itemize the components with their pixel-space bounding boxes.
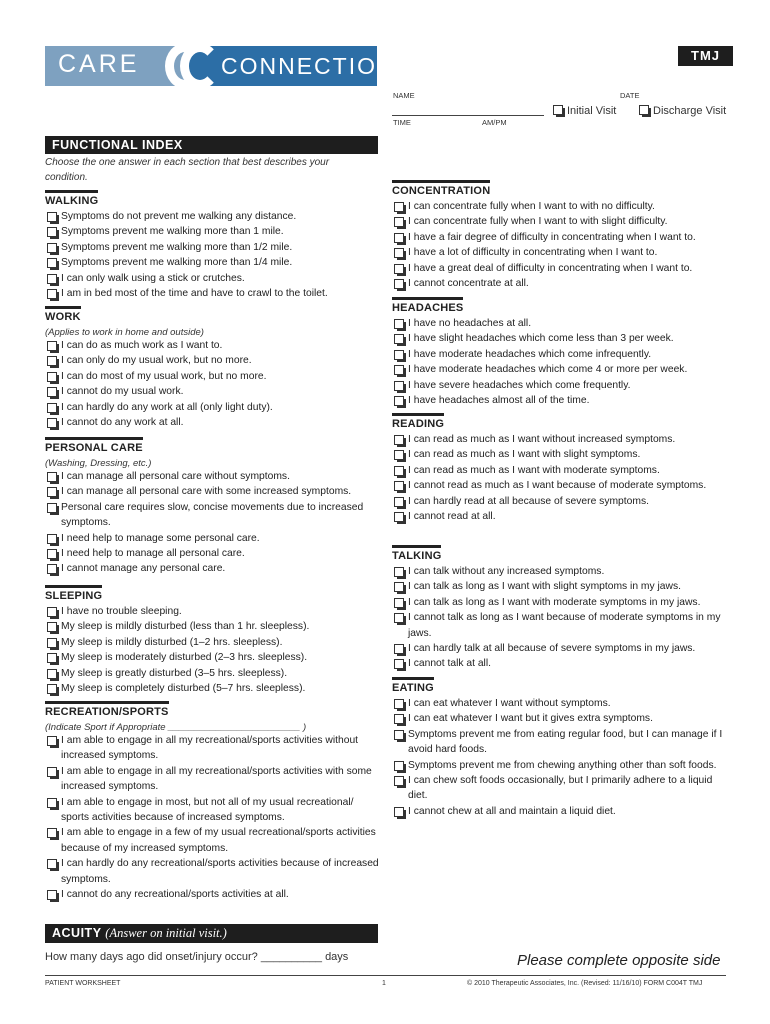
option-item[interactable] (392, 230, 732, 245)
logo-connections-text: CONNECTIONS (221, 53, 413, 79)
option-item[interactable] (392, 261, 732, 276)
checkbox-icon[interactable] (47, 669, 57, 679)
option-label: Symptoms prevent me walking more than 1/2 mile. (61, 241, 293, 253)
option-label: My sleep is completely disturbed (5–7 hrs. sleepless). (61, 683, 306, 695)
please-complete-opposite-side: Please complete opposite side (517, 952, 721, 969)
option-item[interactable] (45, 384, 380, 399)
checkbox-icon (639, 105, 649, 115)
section-work (45, 306, 380, 430)
section-title: RECREATION/SPORTS (45, 701, 169, 719)
acuity-subtitle: (Answer on initial visit.) (105, 926, 227, 940)
option-item[interactable] (45, 666, 380, 681)
checkbox-icon[interactable] (394, 699, 404, 709)
option-item[interactable] (392, 711, 732, 726)
section-title: CONCENTRATION (392, 180, 490, 198)
option-label: I can talk as long as I want with slight symptoms in my jaws. (408, 581, 681, 593)
checkbox-icon[interactable] (47, 372, 57, 382)
option-label: My sleep is moderately disturbed (2–3 hrs. sleepless). (61, 652, 308, 664)
option-item[interactable] (392, 509, 732, 524)
option-item[interactable] (45, 271, 380, 286)
checkbox-icon[interactable] (394, 381, 404, 391)
work-options (45, 338, 380, 430)
checkbox-icon[interactable] (47, 622, 57, 632)
checkbox-icon[interactable] (394, 334, 404, 344)
option-item[interactable] (392, 362, 732, 377)
option-item[interactable] (392, 393, 732, 408)
checkbox-icon[interactable] (47, 684, 57, 694)
checkbox-icon[interactable] (394, 264, 404, 274)
option-item[interactable] (45, 795, 380, 826)
option-label: I cannot manage any personal care. (61, 563, 226, 575)
checkbox-icon[interactable] (394, 350, 404, 360)
checkbox-icon[interactable] (47, 607, 57, 617)
option-label: I am able to engage in a few of my usual recreational/sports activities because of my increased symptoms. (61, 827, 376, 854)
option-item[interactable] (392, 214, 732, 229)
section-eating (392, 677, 732, 819)
option-label: I have a fair degree of difficulty in concentrating when I want to. (408, 231, 696, 243)
option-item[interactable] (45, 338, 380, 353)
footer-right: © 2010 Therapeutic Associates, Inc. (Revised: 11/16/10) FORM C004T TMJ (467, 980, 703, 987)
checkbox-icon[interactable] (394, 450, 404, 460)
functional-index-instructions (45, 155, 375, 185)
section-title: HEADACHES (392, 297, 463, 315)
option-item[interactable] (45, 255, 380, 270)
option-label: I can read as much as I want with moderate symptoms. (408, 464, 660, 476)
option-item[interactable] (45, 635, 380, 650)
option-label: I cannot talk at all. (408, 658, 491, 670)
checkbox-icon[interactable] (47, 243, 57, 253)
option-label: I have slight headaches which come less than 3 per week. (408, 333, 674, 345)
option-item[interactable] (392, 331, 732, 346)
option-item[interactable] (45, 353, 380, 368)
option-label: I have no headaches at all. (408, 318, 532, 329)
checkbox-icon[interactable] (394, 807, 404, 817)
footer-page-number: 1 (382, 980, 386, 987)
option-label: Symptoms do not prevent me walking any distance. (61, 211, 297, 222)
section-title: PERSONAL CARE (45, 437, 143, 455)
checkbox-icon[interactable] (47, 564, 57, 574)
checkbox-icon[interactable] (47, 798, 57, 808)
option-label: My sleep is mildly disturbed (less than 1 hr. sleepless). (61, 621, 310, 633)
option-label: I have severe headaches which come frequently. (408, 379, 631, 391)
option-label: Symptoms prevent me walking more than 1/4 mile. (61, 257, 293, 269)
option-label: Symptoms prevent me from eating regular food, but I can manage if I avoid hard foods. (408, 728, 723, 756)
section-title: WORK (45, 306, 81, 324)
checkbox-icon[interactable] (394, 761, 404, 771)
logo-care-block (45, 46, 185, 86)
checkbox-icon (553, 105, 563, 115)
option-label: I have headaches almost all of the time. (408, 395, 590, 407)
section-title: SLEEPING (45, 585, 102, 603)
checkbox-icon[interactable] (47, 403, 57, 413)
option-item[interactable] (45, 286, 380, 301)
logo-care-text: CARE (58, 50, 140, 78)
checkbox-icon[interactable] (394, 319, 404, 329)
time-label: TIME (393, 118, 411, 127)
section-walking (45, 190, 380, 301)
recreation-options (45, 733, 380, 902)
section-title: READING (392, 413, 444, 431)
discharge-visit-checkbox[interactable] (639, 105, 726, 117)
checkbox-icon[interactable] (47, 472, 57, 482)
checkbox-icon[interactable] (47, 534, 57, 544)
checkbox-icon[interactable] (394, 512, 404, 522)
option-item[interactable] (45, 500, 380, 531)
checkbox-icon[interactable] (394, 217, 404, 227)
option-item[interactable] (45, 604, 380, 619)
acuity-title: ACUITY (52, 926, 102, 940)
option-item[interactable] (392, 595, 732, 610)
option-item[interactable] (392, 804, 732, 819)
option-item[interactable] (45, 856, 380, 887)
checkbox-icon[interactable] (47, 487, 57, 497)
option-item[interactable] (392, 432, 732, 447)
checkbox-icon[interactable] (47, 289, 57, 299)
checkbox-icon[interactable] (394, 598, 404, 608)
option-item[interactable] (392, 199, 732, 214)
checkbox-icon[interactable] (47, 227, 57, 237)
checkbox-icon[interactable] (47, 549, 57, 559)
option-label: I need help to manage some personal care. (61, 532, 260, 544)
section-concentration (392, 180, 732, 291)
tmj-badge: TMJ (678, 46, 733, 66)
option-label: I have moderate headaches which come infrequently. (408, 348, 652, 360)
option-item[interactable] (45, 561, 380, 576)
checkbox-icon[interactable] (47, 638, 57, 648)
option-item[interactable] (392, 478, 732, 493)
section-recreation-sports (45, 701, 380, 902)
option-item[interactable] (392, 378, 732, 393)
option-label: I can eat whatever I want without symptoms. (408, 698, 611, 709)
option-item[interactable] (45, 764, 380, 795)
section-headaches (392, 297, 732, 408)
checkbox-icon[interactable] (394, 644, 404, 654)
option-item[interactable] (45, 825, 380, 856)
option-item[interactable] (392, 447, 732, 462)
option-label: I have a lot of difficulty in concentrating when I want to. (408, 247, 658, 259)
option-label: I cannot do my usual work. (61, 386, 184, 398)
option-item[interactable] (392, 610, 732, 641)
option-label: I can chew soft foods occasionally, but I primarily adhere to a liquid diet. (408, 775, 713, 802)
checkbox-icon[interactable] (47, 653, 57, 663)
section-title: TALKING (392, 545, 441, 563)
option-item[interactable] (45, 733, 380, 764)
option-item[interactable] (45, 887, 380, 902)
walking-options (45, 209, 380, 301)
checkbox-icon[interactable] (394, 365, 404, 375)
checkbox-icon[interactable] (394, 233, 404, 243)
checkbox-icon[interactable] (394, 776, 404, 786)
option-label: My sleep is mildly disturbed (1–2 hrs. sleepless). (61, 636, 283, 648)
option-item[interactable] (392, 316, 732, 331)
option-label: I need help to manage all personal care. (61, 548, 245, 560)
option-item[interactable] (45, 619, 380, 634)
checkbox-icon[interactable] (394, 582, 404, 592)
option-label: I have moderate headaches which come 4 or more per week. (408, 364, 688, 376)
option-label: I can hardly talk at all because of severe symptoms in my jaws. (408, 643, 696, 655)
option-label: I can manage all personal care without symptoms. (61, 471, 290, 482)
option-label: I cannot do any recreational/sports activities at all. (61, 889, 289, 901)
option-label: I am able to engage in most, but not all of my usual recreational/ sports activities because of increased symptoms. (61, 796, 354, 824)
checkbox-icon[interactable] (47, 212, 57, 222)
option-label: I have no trouble sleeping. (61, 606, 182, 617)
footer-left: PATIENT WORKSHEET (45, 980, 121, 987)
option-label: I can only walk using a stick or crutches. (61, 272, 245, 284)
checkbox-icon[interactable] (47, 859, 57, 869)
option-item[interactable] (45, 469, 380, 484)
concentration-options (392, 199, 732, 291)
checkbox-icon[interactable] (47, 890, 57, 900)
checkbox-icon[interactable] (47, 767, 57, 777)
functional-index-bar (45, 136, 378, 154)
initial-visit-label: Initial Visit (567, 105, 617, 117)
option-label: I can only do my usual work, but no more. (61, 355, 252, 367)
acuity-question[interactable]: How many days ago did onset/injury occur? __________ days (45, 951, 349, 963)
option-item[interactable] (45, 415, 380, 430)
option-item[interactable] (392, 245, 732, 260)
checkbox-icon[interactable] (394, 435, 404, 445)
initial-visit-checkbox[interactable] (553, 105, 616, 117)
section-title: EATING (392, 677, 434, 695)
option-label: I can manage all personal care with some increased symptoms. (61, 486, 352, 498)
option-item[interactable] (392, 656, 732, 671)
option-item[interactable] (45, 546, 380, 561)
section-reading (392, 413, 732, 524)
option-item[interactable] (392, 579, 732, 594)
option-item[interactable] (45, 209, 380, 224)
option-label: I can do as much work as I want to. (61, 340, 223, 351)
checkbox-icon[interactable] (394, 481, 404, 491)
option-item[interactable] (392, 463, 732, 478)
option-item[interactable] (392, 494, 732, 509)
option-item[interactable] (392, 564, 732, 579)
checkbox-icon[interactable] (394, 202, 404, 212)
talking-options (392, 564, 732, 672)
option-label: I can read as much as I want without increased symptoms. (408, 434, 676, 445)
checkbox-icon[interactable] (394, 730, 404, 740)
checkbox-icon[interactable] (394, 659, 404, 669)
care-connections-logo (45, 46, 413, 86)
option-item[interactable] (45, 484, 380, 499)
checkbox-icon[interactable] (47, 274, 57, 284)
instructions-line-2: condition. (45, 172, 88, 183)
option-label: I can eat whatever I want but it gives extra symptoms. (408, 713, 653, 725)
option-item[interactable] (45, 531, 380, 546)
checkbox-icon[interactable] (47, 736, 57, 746)
checkbox-icon[interactable] (394, 279, 404, 289)
functional-index-title: FUNCTIONAL INDEX (52, 138, 183, 152)
option-label: I cannot read as much as I want because of moderate symptoms. (408, 480, 707, 492)
section-title: WALKING (45, 190, 98, 208)
option-label: I have a great deal of difficulty in concentrating when I want to. (408, 262, 693, 274)
discharge-visit-label: Discharge Visit (653, 105, 727, 117)
checkbox-icon[interactable] (47, 341, 57, 351)
option-label: Symptoms prevent me walking more than 1 mile. (61, 226, 284, 238)
option-label: I can talk without any increased symptoms. (408, 566, 605, 577)
option-item[interactable] (45, 681, 380, 696)
option-label: I am able to engage in all my recreational/sports activities with some increased symptoms. (61, 765, 372, 793)
instructions-line-1: Choose the one answer in each section that best describes your (45, 157, 330, 168)
option-label: I can concentrate fully when I want to with no difficulty. (408, 201, 655, 212)
checkbox-icon[interactable] (47, 387, 57, 397)
acuity-bar (45, 924, 378, 943)
section-note: (Indicate Sport if Appropriate _________________________ ) (45, 722, 307, 733)
option-label: I can concentrate fully when I want to with slight difficulty. (408, 216, 668, 228)
option-label: I can do most of my usual work, but no more. (61, 370, 267, 382)
checkbox-icon[interactable] (394, 567, 404, 577)
ampm-label: AM/PM (482, 118, 507, 127)
name-time-field-line[interactable] (392, 115, 544, 116)
option-label: I can hardly read at all because of severe symptoms. (408, 495, 649, 507)
checkbox-icon[interactable] (394, 714, 404, 724)
option-label: I am able to engage in all my recreational/sports activities without increased symptoms. (61, 735, 359, 762)
checkbox-icon[interactable] (394, 396, 404, 406)
option-item[interactable] (392, 347, 732, 362)
checkbox-icon[interactable] (394, 497, 404, 507)
checkbox-icon[interactable] (47, 356, 57, 366)
checkbox-icon[interactable] (47, 258, 57, 268)
option-label: I cannot concentrate at all. (408, 278, 529, 290)
option-label: I can hardly do any recreational/sports activities because of increased symptoms. (61, 858, 379, 885)
option-item[interactable] (45, 400, 380, 415)
option-label: Symptoms prevent me from chewing anything other than soft foods. (408, 759, 717, 771)
option-item[interactable] (392, 758, 732, 773)
option-label: My sleep is greatly disturbed (3–5 hrs. sleepless). (61, 667, 288, 679)
option-label: I cannot chew at all and maintain a liquid diet. (408, 805, 616, 817)
option-item[interactable] (45, 650, 380, 665)
checkbox-icon[interactable] (47, 503, 57, 513)
option-item[interactable] (392, 696, 732, 711)
checkbox-icon[interactable] (394, 248, 404, 258)
section-note: (Washing, Dressing, etc.) (45, 458, 152, 469)
option-item[interactable] (45, 369, 380, 384)
personal-care-options (45, 469, 380, 577)
option-item[interactable] (45, 240, 380, 255)
logo-c-mark-2 (180, 43, 220, 89)
option-item[interactable] (392, 276, 732, 291)
checkbox-icon[interactable] (394, 466, 404, 476)
option-label: I can talk as long as I want with moderate symptoms in my jaws. (408, 596, 701, 608)
eating-options (392, 696, 732, 819)
option-item[interactable] (392, 641, 732, 656)
section-note: (Applies to work in home and outside) (45, 327, 204, 338)
checkbox-icon[interactable] (47, 828, 57, 838)
option-label: I can hardly do any work at all (only light duty). (61, 401, 273, 413)
option-label: Personal care requires slow, concise movements due to increased symptoms. (61, 501, 364, 529)
checkbox-icon[interactable] (394, 613, 404, 623)
option-label: I cannot read at all. (408, 511, 496, 523)
headaches-options (392, 316, 732, 408)
option-label: I am in bed most of the time and have to crawl to the toilet. (61, 288, 328, 300)
name-label: NAME (393, 91, 415, 100)
reading-options (392, 432, 732, 524)
option-item[interactable] (392, 727, 732, 758)
section-sleeping (45, 585, 380, 696)
option-label: I can read as much as I want with slight symptoms. (408, 449, 641, 461)
sleeping-options (45, 604, 380, 696)
date-label: DATE (620, 91, 640, 100)
option-item[interactable] (45, 224, 380, 239)
option-item[interactable] (392, 773, 732, 804)
checkbox-icon[interactable] (47, 418, 57, 428)
footer-rule (45, 975, 726, 976)
option-label: I cannot do any work at all. (61, 417, 184, 429)
section-personal-care (45, 437, 380, 577)
option-label: I cannot talk as long as I want because of moderate symptoms in my jaws. (408, 612, 721, 639)
section-talking (392, 545, 732, 672)
